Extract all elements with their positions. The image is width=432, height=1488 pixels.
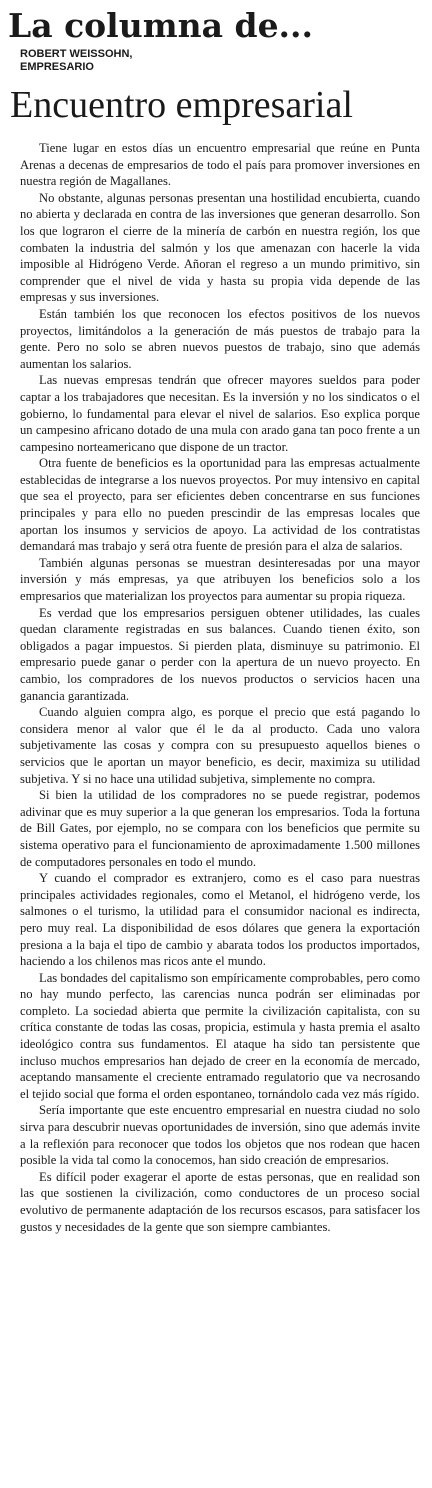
- article-paragraph: Las nuevas empresas tendrán que ofrecer mayores sueldos para poder captar a los trabajadores que necesitan. Es la inversión y no los sindicatos o el gobierno, lo fundamental para elevar el nivel de salarios. Eso explica porque un campesino africano dotado de una mula con arado gana tan poco frente a un campesino norteamericano que dispone de un tractor.: [20, 373, 420, 454]
- article-headline: Encuentro empresarial: [10, 84, 353, 126]
- article-paragraph: Y cuando el comprador es extranjero, como es el caso para nuestras principales actividades regionales, como el Metanol, el hidrógeno verde, los salmones o el turismo, la utilidad para el consumidor nacional es indirecta, pero muy real. La disponibilidad de esos dólares que genera la exportación presiona a la baja el tipo de cambio y abarata todos los productos importados, haciendo a los chilenos mas ricos ante el mundo.: [20, 871, 420, 969]
- article-paragraph: Es difícil poder exagerar el aporte de estas personas, que en realidad son las que sostienen la civilización, como conductores de un proceso social evolutivo de permanente adaptación de los recursos escasos, para satisfacer los gustos y necesidades de la gente que son siempre cambiantes.: [20, 1169, 420, 1234]
- article-paragraph: Tiene lugar en estos días un encuentro empresarial que reúne en Punta Arenas a decenas de empresarios de todo el país para promover inversiones en nuestra región de Magallanes.: [20, 141, 420, 189]
- article-paragraph: Cuando alguien compra algo, es porque el precio que está pagando lo considera menor al valor que él le da al producto. Cada uno valora subjetivamente las cosas y compra con su presupuesto aquellos bienes o servicios que le aportan un mayor beneficio, es decir, maximiza su utilidad subjetiva. Y si no hace una utilidad subjetiva, simplemente no compra.: [20, 705, 420, 786]
- article-paragraph: Otra fuente de beneficios es la oportunidad para las empresas actualmente establecidas de integrarse a los nuevos proyectos. Por muy intensivo en capital que sea el proyecto, para ser eficientes deben concentrarse en sus funciones principales y para ello no pueden prescindir de las empresas locales que aportan los insumos y servicios de apoyo. La actividad de los contratistas demandará mas trabajo y será otra fuente de presión para el alza de salarios.: [20, 456, 420, 554]
- article-paragraph: Las bondades del capitalismo son empíricamente comprobables, pero como no hay mundo perfecto, las carencias nunca podrán ser eliminadas por completo. La sociedad abierta que permite la civilización capitalista, con su crítica constante de todas las cosas, propicia, estimula y hasta premia el asalto ideológico contra sus fundamentos. El ataque ha sido tan persistente que incluso muchos empresarios han dejado de creer en la economía de mercado, aceptando mansamente el creciente entramado regulatorio que va necrosando el tejido social que forma el orden espontaneo, tornándolo cada vez más rígido.: [20, 970, 420, 1101]
- article-paragraph: Están también los que reconocen los efectos positivos de los nuevos proyectos, limitándolos a la generación de más puestos de trabajo para la gente. Pero no solo se abren nuevos puestos de trabajo, sino que además aumentan los salarios.: [20, 306, 420, 371]
- author-name: ROBERT WEISSOHN,: [20, 48, 133, 60]
- article-paragraph: No obstante, algunas personas presentan una hostilidad encubierta, cuando no abierta y declarada en contra de las inversiones que generan desarrollo. Son los que lograron el cierre de la minería de carbón en nuestra región, los que combaten la industria del salmón y los que amenazan con hacerle la vida imposible al Hidrógeno Verde. Añoran el regreso a un mundo primitivo, sin comprender que el nivel de vida y hasta su propia vida depende de las empresas y sus inversiones.: [20, 190, 420, 305]
- article-paragraph: Sería importante que este encuentro empresarial en nuestra ciudad no solo sirva para descubrir nuevas oportunidades de inversión, sino que además invite a la reflexión para reconocer que todos los objetos que nos rodean que hacen posible la vida tal como la conocemos, han sido creación de empresarios.: [20, 1103, 420, 1168]
- article-paragraph: También algunas personas se muestran desinteresadas por una mayor inversión y más empresas, ya que atribuyen los beneficios solo a los empresarios que materializan los proyectos para aumentar su propia riqueza.: [20, 555, 420, 604]
- article-body: [20, 140, 420, 1235]
- author-role: EMPRESARIO: [20, 61, 94, 73]
- article-paragraph: Es verdad que los empresarios persiguen obtener utilidades, las cuales quedan claramente registradas en sus balances. Cuando tienen éxito, son obligados a pagar impuestos. Si pierden plata, disminuye su patrimonio. El empresario puede ganar o perder con la apertura de un nuevo proyecto. En cambio, los compradores de los nuevos productos o servicios hacen una ganancia garantizada.: [20, 605, 420, 703]
- article-paragraph: Si bien la utilidad de los compradores no se puede registrar, podemos adivinar que es muy superior a la que generan los empresarios. Toda la fortuna de Bill Gates, por ejemplo, no se compara con los beneficios que permite su sistema operativo para el funcionamiento de aproximadamente 1.500 millones de computadores personales en todo el mundo.: [20, 788, 420, 869]
- section-title: La columna de...: [8, 6, 314, 45]
- author-byline: [20, 48, 132, 74]
